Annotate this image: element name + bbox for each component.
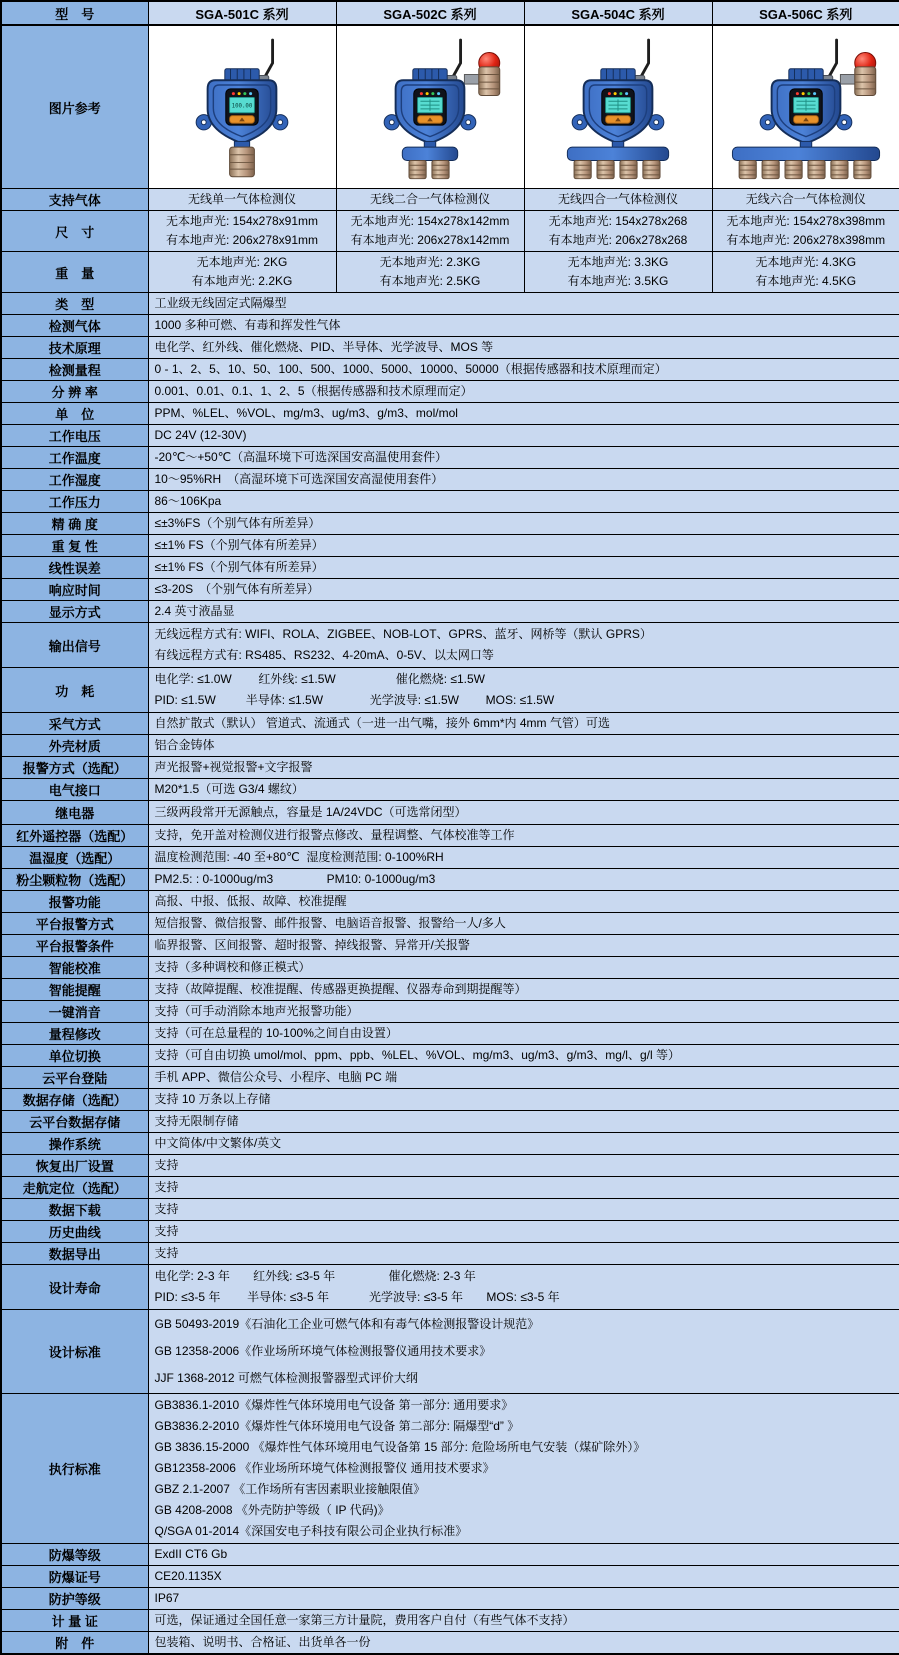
spec-row (1, 1632, 899, 1655)
spec-row-label: 采气方式 (1, 713, 148, 735)
spec-row-label: 防护等级 (1, 1588, 148, 1610)
spec-row-value (148, 801, 899, 825)
spec-row-label: 量程修改 (1, 1023, 148, 1045)
spec-value-line: Q/SGA 01-2014《深国安电子科技有限公司企业执行标准》 (154, 1524, 468, 1538)
spec-row-value (148, 1588, 899, 1610)
spec-row-value (148, 1133, 899, 1155)
spec-row (1, 801, 899, 825)
spec-row-label: 附 件 (1, 1632, 148, 1655)
spec-row-value (148, 535, 899, 557)
spec-row-value (148, 668, 899, 713)
spec-value-line: ExdII CT6 Gb (154, 1547, 228, 1561)
spec-row (1, 1243, 899, 1265)
sensor-probe (785, 161, 802, 179)
spec-value-line: 1000 多种可燃、有毒和挥发性气体 (154, 318, 341, 332)
spec-row-label: 工作湿度 (1, 469, 148, 491)
spec-row-label: 平台报警方式 (1, 913, 148, 935)
spec-row-label: 平台报警条件 (1, 935, 148, 957)
spec-value-line: 自然扩散式（默认） 管道式、流通式（一进一出气嘴，接外 6mm*内 4mm 气管）可选 (154, 716, 610, 730)
spec-row-label: 防爆证号 (1, 1566, 148, 1588)
spec-value-line: GBZ 2.1-2007 《工作场所有害因素职业接触限值》 (154, 1482, 426, 1496)
spec-row (1, 337, 899, 359)
spec-row-value (148, 1111, 899, 1133)
spec-row-value (148, 1310, 899, 1394)
spec-row-label: 红外遥控器（选配） (1, 825, 148, 847)
spec-value-line: ≤±1% FS（个别气体有所差异） (154, 560, 324, 574)
sensor-probe (643, 161, 660, 179)
spec-value-line: GB 4208-2008 《外壳防护等级（ IP 代码)》 (154, 1503, 390, 1517)
spec-row-label: 精 确 度 (1, 513, 148, 535)
svg-text:100.00: 100.00 (231, 103, 253, 110)
size-row (1, 211, 899, 252)
weight-row-value: 无本地声光: 2.3KG 有本地声光: 2.5KG (336, 252, 524, 293)
spec-row (1, 359, 899, 381)
spec-row-value (148, 847, 899, 869)
detector-illustration (720, 32, 892, 182)
spec-row-label: 执行标准 (1, 1394, 148, 1544)
sensor-probe (854, 161, 871, 179)
antenna-icon (639, 40, 649, 80)
spec-value-line: 工业级无线固定式隔爆型 (154, 296, 287, 310)
product-image-sga-502c (338, 27, 523, 187)
sensor-probe (739, 161, 756, 179)
spec-value-line: 支持 (154, 1158, 179, 1172)
spec-value-line: 支持 10 万条以上存储 (154, 1092, 271, 1106)
spec-row-value (148, 1023, 899, 1045)
image-row (1, 25, 899, 189)
spec-value-line: 无线远程方式有: WIFI、ROLA、ZIGBEE、NOB-LOT、GPRS、蓝牙、网桥等（默认 GPRS） (154, 627, 652, 641)
alarm-beacon-icon (840, 53, 875, 96)
spec-value-line: ≤3-20S （个别气体有所差异） (154, 582, 320, 596)
spec-row-value (148, 623, 899, 668)
spec-row (1, 1023, 899, 1045)
spec-row-label: 粉尘颗粒物（选配） (1, 869, 148, 891)
spec-value-line: DC 24V (12-30V) (154, 428, 247, 442)
spec-row-value (148, 1001, 899, 1023)
detector-illustration (156, 32, 328, 182)
sensor-probe (597, 161, 614, 179)
spec-value-line: 可选，保证通过全国任意一家第三方计量院，费用客户自付（有些气体不支持） (154, 1613, 575, 1627)
weight-row (1, 252, 899, 293)
spec-row-label: 输出信号 (1, 623, 148, 668)
spec-row (1, 293, 899, 315)
sensor-probe (620, 161, 637, 179)
spec-value-line: M20*1.5（可选 G3/4 螺纹） (154, 782, 304, 796)
gas-row-value: 无线六合一气体检测仪 (712, 189, 899, 211)
spec-row-label: 一键消音 (1, 1001, 148, 1023)
detector-illustration (532, 32, 704, 182)
spec-row (1, 579, 899, 601)
spec-value-line: 包装箱、说明书、合格证、出货单各一份 (154, 1635, 371, 1649)
spec-row-value (148, 757, 899, 779)
spec-row (1, 381, 899, 403)
spec-value-line: ≤±1% FS（个别气体有所差异） (154, 538, 324, 552)
antenna-icon (263, 40, 273, 80)
spec-value-line: GB 3836.15-2000 《爆炸性气体环境用电气设备第 15 部分: 危险场所电气安装（煤矿除外）》 (154, 1440, 646, 1454)
header-row (1, 1, 899, 25)
alarm-beacon-icon (464, 53, 499, 96)
spec-row-value (148, 1089, 899, 1111)
sensor-probe (409, 161, 426, 179)
detector-illustration (344, 32, 516, 182)
spec-row (1, 1221, 899, 1243)
spec-row-value (148, 735, 899, 757)
spec-row (1, 1544, 899, 1566)
spec-row (1, 668, 899, 713)
weight-row-value: 无本地声光: 4.3KG 有本地声光: 4.5KG (712, 252, 899, 293)
spec-row-value (148, 513, 899, 535)
spec-row-label: 工作温度 (1, 447, 148, 469)
weight-row-label: 重 量 (1, 252, 148, 293)
spec-value-line: -20℃～+50℃（高温环境下可选深国安高温使用套件） (154, 450, 448, 464)
spec-row (1, 913, 899, 935)
spec-row-value (148, 293, 899, 315)
spec-row-value (148, 1199, 899, 1221)
spec-row-label: 电气接口 (1, 779, 148, 801)
spec-row (1, 447, 899, 469)
spec-row-label: 响应时间 (1, 579, 148, 601)
spec-row-label: 防爆等级 (1, 1544, 148, 1566)
spec-value-line: 支持（可在总量程的 10-100%之间自由设置） (154, 1026, 398, 1040)
spec-row-value (148, 469, 899, 491)
spec-value-line: IP67 (154, 1591, 180, 1605)
spec-value-line: 0.001、0.01、0.1、1、2、5（根据传感器和技术原理而定） (154, 384, 473, 398)
model-header-504c: SGA-504C 系列 (524, 1, 712, 25)
spec-row-label: 外壳材质 (1, 735, 148, 757)
spec-row (1, 757, 899, 779)
spec-value-line: 2.4 英寸液晶显 (154, 604, 235, 618)
spec-row (1, 1155, 899, 1177)
spec-row-value (148, 425, 899, 447)
spec-row-label: 数据导出 (1, 1243, 148, 1265)
product-image-sga-506c (714, 27, 899, 187)
spec-value-line: GB3836.2-2010《爆炸性气体环境用电气设备 第二部分: 隔爆型“d” 》 (154, 1419, 520, 1433)
spec-row-value (148, 1544, 899, 1566)
spec-row-label: 显示方式 (1, 601, 148, 623)
spec-row (1, 601, 899, 623)
spec-value-line: 支持 (154, 1202, 179, 1216)
spec-row-value (148, 979, 899, 1001)
spec-row (1, 1265, 899, 1310)
spec-row (1, 623, 899, 668)
sensor-probe (762, 161, 779, 179)
gas-row-value: 无线二合一气体检测仪 (336, 189, 524, 211)
spec-row-label: 数据存储（选配） (1, 1089, 148, 1111)
gas-row-value: 无线单一气体检测仪 (148, 189, 336, 211)
spec-row-label: 智能提醒 (1, 979, 148, 1001)
spec-row-value (148, 337, 899, 359)
spec-row-label: 数据下载 (1, 1199, 148, 1221)
spec-row (1, 713, 899, 735)
spec-row-label: 功 耗 (1, 668, 148, 713)
spec-row-value (148, 1394, 899, 1544)
spec-value-line: 86～106Kpa (154, 494, 222, 508)
spec-row-label: 类 型 (1, 293, 148, 315)
spec-row-value (148, 779, 899, 801)
spec-value-line: PPM、%LEL、%VOL、mg/m3、ug/m3、g/m3、mol/mol (154, 406, 458, 420)
spec-value-line: 声光报警+视觉报警+文字报警 (154, 760, 313, 774)
spec-row (1, 315, 899, 337)
spec-row-value (148, 403, 899, 425)
spec-row (1, 1001, 899, 1023)
spec-row (1, 1045, 899, 1067)
spec-row-label: 温湿度（选配） (1, 847, 148, 869)
device-body (572, 69, 664, 144)
spec-row-label: 线性误差 (1, 557, 148, 579)
spec-value-line: 0 - 1、2、5、10、50、100、500、1000、5000、10000、50000（根据传感器和技术原理而定） (154, 362, 667, 376)
spec-row-value (148, 1221, 899, 1243)
spec-row (1, 491, 899, 513)
spec-row-value (148, 713, 899, 735)
device-body (760, 69, 852, 144)
spec-value-line: PID: ≤1.5W 半导体: ≤1.5W 光学波导: ≤1.5W MOS: ≤1.5W (154, 693, 555, 707)
spec-row (1, 891, 899, 913)
spec-row-value (148, 491, 899, 513)
spec-row (1, 979, 899, 1001)
weight-row-value: 无本地声光: 3.3KG 有本地声光: 3.5KG (524, 252, 712, 293)
spec-value-line: 支持 (154, 1180, 179, 1194)
spec-row-value (148, 579, 899, 601)
spec-value-line: 10～95%RH （高湿环境下可选深国安高湿使用套件） (154, 472, 444, 486)
size-row-value: 无本地声光: 154x278x398mm 有本地声光: 206x278x398mm (712, 211, 899, 252)
manifold-bar (732, 147, 879, 160)
spec-row-value (148, 825, 899, 847)
spec-value-line: PID: ≤3-5 年 半导体: ≤3-5 年 光学波导: ≤3-5 年 MOS: ≤3-5 年 (154, 1290, 560, 1304)
spec-row-label: 走航定位（选配） (1, 1177, 148, 1199)
size-row-value: 无本地声光: 154x278x142mm 有本地声光: 206x278x142mm (336, 211, 524, 252)
spec-row (1, 1199, 899, 1221)
spec-row-label: 设计寿命 (1, 1265, 148, 1310)
sensor-probe (808, 161, 825, 179)
manifold-bar (402, 147, 457, 160)
spec-value-line: 温度检测范围: -40 至+80℃ 湿度检测范围: 0-100%RH (154, 850, 444, 864)
spec-row-label: 计 量 证 (1, 1610, 148, 1632)
spec-row (1, 469, 899, 491)
spec-value-line: 有线远程方式有: RS485、RS232、4-20mA、0-5V、以太网口等 (154, 648, 494, 662)
spec-row-value (148, 381, 899, 403)
spec-row (1, 403, 899, 425)
spec-value-line: 支持 (154, 1246, 179, 1260)
model-header-501c: SGA-501C 系列 (148, 1, 336, 25)
spec-row (1, 935, 899, 957)
spec-row-value (148, 315, 899, 337)
spec-row (1, 1310, 899, 1394)
spec-value-line: GB12358-2006 《作业场所环境气体检测报警仪 通用技术要求》 (154, 1461, 495, 1475)
manifold-bar (567, 147, 668, 160)
spec-value-line: 支持（可自由切换 umol/mol、ppm、ppb、%LEL、%VOL、mg/m3、ug/m3、g/m3、mg/l、g/l 等） (154, 1048, 680, 1062)
spec-row-label: 操作系统 (1, 1133, 148, 1155)
spec-row-value (148, 913, 899, 935)
spec-row (1, 557, 899, 579)
spec-row-value (148, 869, 899, 891)
model-row-label: 型 号 (1, 1, 148, 25)
spec-row-value (148, 1067, 899, 1089)
spec-row-label: 报警方式（选配） (1, 757, 148, 779)
supported-gas-row (1, 189, 899, 211)
spec-row (1, 735, 899, 757)
spec-row (1, 847, 899, 869)
spec-value-line: ≤±3%FS（个别气体有所差异） (154, 516, 321, 530)
spec-row-value (148, 1265, 899, 1310)
spec-value-line: 支持（故障提醒、校准提醒、传感器更换提醒、仪器寿命到期提醒等） (154, 982, 527, 996)
spec-row-label: 恢复出厂设置 (1, 1155, 148, 1177)
spec-row-label: 云平台数据存储 (1, 1111, 148, 1133)
product-image-sga-501c (150, 27, 335, 187)
spec-row (1, 957, 899, 979)
spec-value-line: 三级两段常开无源触点，容量是 1A/24VDC（可选常闭型） (154, 805, 467, 819)
spec-row (1, 1177, 899, 1199)
size-row-value: 无本地声光: 154x278x91mm 有本地声光: 206x278x91mm (148, 211, 336, 252)
spec-row (1, 1111, 899, 1133)
spec-row-value (148, 1045, 899, 1067)
spec-value-line: GB 50493-2019《石油化工企业可燃气体和有毒气体检测报警设计规范》 (154, 1317, 540, 1331)
device-body (196, 69, 288, 144)
model-header-502c: SGA-502C 系列 (336, 1, 524, 25)
antenna-icon (451, 40, 461, 80)
spec-row (1, 869, 899, 891)
size-row-label: 尺 寸 (1, 211, 148, 252)
spec-row-value (148, 891, 899, 913)
spec-value-line: 铝合金铸体 (154, 738, 215, 752)
spec-row (1, 825, 899, 847)
spec-row-value (148, 1566, 899, 1588)
sensor-probe (831, 161, 848, 179)
gas-row-label: 支持气体 (1, 189, 148, 211)
spec-row-label: 报警功能 (1, 891, 148, 913)
image-row-label: 图片参考 (1, 25, 148, 189)
spec-row (1, 513, 899, 535)
spec-row-value (148, 957, 899, 979)
spec-row-value (148, 601, 899, 623)
spec-row-label: 继电器 (1, 801, 148, 825)
spec-value-line: 支持，免开盖对检测仪进行报警点修改、量程调整、气体校准等工作 (154, 828, 515, 842)
spec-value-line: 中文简体/中文繁体/英文 (154, 1136, 282, 1150)
spec-value-line: JJF 1368-2012 可燃气体检测报警器型式评价大纲 (154, 1371, 418, 1385)
spec-row (1, 1067, 899, 1089)
spec-value-line: 电化学: ≤1.0W 红外线: ≤1.5W 催化燃烧: ≤1.5W (154, 672, 485, 686)
spec-row-value (148, 447, 899, 469)
spec-row-value (148, 935, 899, 957)
sensor-probe (432, 161, 449, 179)
spec-row-value (148, 557, 899, 579)
gas-row-value: 无线四合一气体检测仪 (524, 189, 712, 211)
spec-value-line: GB 12358-2006《作业场所环境气体检测报警仪通用技术要求》 (154, 1344, 492, 1358)
spec-row (1, 425, 899, 447)
spec-row-label: 分 辨 率 (1, 381, 148, 403)
spec-row-label: 单 位 (1, 403, 148, 425)
spec-value-line: PM2.5: : 0-1000ug/m3 PM10: 0-1000ug/m3 (154, 872, 436, 886)
spec-row (1, 1089, 899, 1111)
spec-row (1, 1566, 899, 1588)
spec-row-value (148, 1243, 899, 1265)
spec-row-value (148, 359, 899, 381)
spec-value-line: 支持（可手动消除本地声光报警功能） (154, 1004, 359, 1018)
spec-row-label: 工作电压 (1, 425, 148, 447)
spec-row-label: 技术原理 (1, 337, 148, 359)
spec-row-value (148, 1177, 899, 1199)
spec-value-line: 支持（多种调校和修正模式） (154, 960, 311, 974)
spec-value-line: 支持 (154, 1224, 179, 1238)
sensor-probe (574, 161, 591, 179)
spec-value-line: 手机 APP、微信公众号、小程序、电脑 PC 端 (154, 1070, 398, 1084)
spec-row (1, 779, 899, 801)
spec-row (1, 1610, 899, 1632)
spec-value-line: 短信报警、微信报警、邮件报警、电脑语音报警、报警给一人/多人 (154, 916, 506, 930)
spec-row-value (148, 1155, 899, 1177)
spec-value-line: 支持无限制存储 (154, 1114, 239, 1128)
spec-value-line: 高报、中报、低报、故障、校准提醒 (154, 894, 347, 908)
spec-row (1, 1394, 899, 1544)
size-row-value: 无本地声光: 154x278x268 有本地声光: 206x278x268 (524, 211, 712, 252)
antenna-icon (827, 40, 837, 80)
model-header-506c: SGA-506C 系列 (712, 1, 899, 25)
spec-row-label: 工作压力 (1, 491, 148, 513)
sensor-probe (230, 141, 255, 176)
spec-row-label: 检测气体 (1, 315, 148, 337)
spec-row-value (148, 1632, 899, 1655)
spec-row-label: 检测量程 (1, 359, 148, 381)
spec-value-line: 临界报警、区间报警、超时报警、掉线报警、异常开/关报警 (154, 938, 470, 952)
spec-value-line: CE20.1135X (154, 1569, 222, 1583)
spec-row-label: 历史曲线 (1, 1221, 148, 1243)
spec-row-label: 单位切换 (1, 1045, 148, 1067)
spec-row (1, 1588, 899, 1610)
spec-value-line: GB3836.1-2010《爆炸性气体环境用电气设备 第一部分: 通用要求》 (154, 1398, 514, 1412)
spec-value-line: 电化学、红外线、催化燃烧、PID、半导体、光学波导、MOS 等 (154, 340, 494, 354)
product-image-sga-504c (526, 27, 711, 187)
device-body (384, 69, 476, 144)
spec-row-label: 云平台登陆 (1, 1067, 148, 1089)
spec-row-label: 智能校准 (1, 957, 148, 979)
weight-row-value: 无本地声光: 2KG 有本地声光: 2.2KG (148, 252, 336, 293)
spec-row-label: 重 复 性 (1, 535, 148, 557)
spec-row (1, 535, 899, 557)
spec-row (1, 1133, 899, 1155)
spec-value-line: 电化学: 2-3 年 红外线: ≤3-5 年 催化燃烧: 2-3 年 (154, 1269, 476, 1283)
spec-row-label: 设计标准 (1, 1310, 148, 1394)
spec-row-value (148, 1610, 899, 1632)
